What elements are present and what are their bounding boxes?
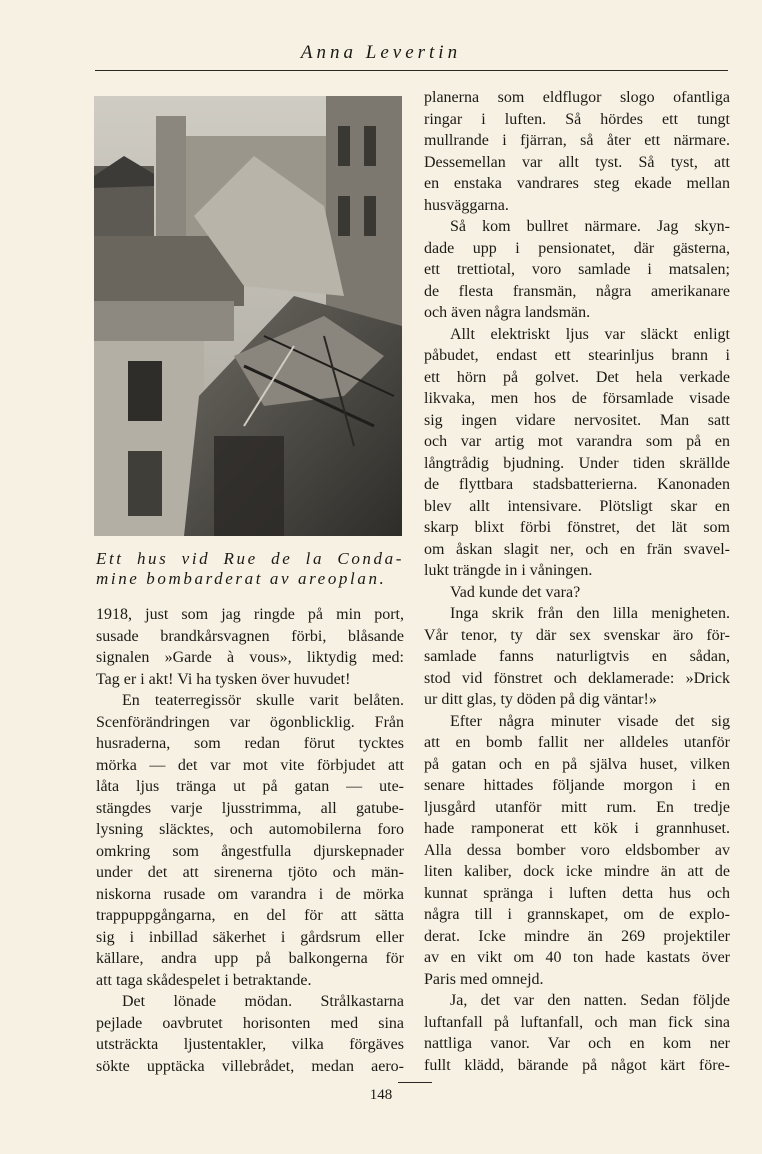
text-line: signalen »Garde à vous», liktydig med: [96, 649, 404, 666]
text-line: sig i inbillad säkerhet i gårdsrum eller [96, 928, 404, 946]
text-line: stängdes varje ljusstrimma, all gatube- [96, 799, 404, 817]
text-line: husväggarna. [424, 196, 509, 214]
text-line: om åskan slagit ner, och en frän svavel- [424, 540, 730, 558]
text-line: Inga skrik från den lilla menigheten. [450, 605, 730, 622]
text-line: av en vikt om 40 ton hade kastats över [424, 949, 730, 966]
text-line: Dessemellan var allt tyst. Så tyst, att [424, 153, 730, 171]
text-line: de flesta fransmän, några amerikanare [424, 282, 730, 300]
text-line: Allt elektriskt ljus var släckt enligt [450, 325, 730, 343]
caption-line: Ett hus vid Rue de la Conda- [96, 549, 404, 568]
text-line: låta ljus tränga ut på gatan — ute- [96, 778, 404, 795]
figure-caption [96, 549, 404, 589]
text-line: mullrande i fjärran, så åter ett närmare. [424, 132, 730, 149]
text-line: blev allt intensivare. Plötsligt skar en [424, 497, 730, 515]
text-line: under det att sirenerna tjöto och män- [96, 864, 404, 881]
text-line: Så kom bullret närmare. Jag skyn- [450, 218, 730, 235]
text-line: och var artig mot varandra som på en [424, 433, 730, 450]
text-line: lysning släcktes, och automobilerna foro [96, 821, 404, 838]
text-line: påbudet, endast ett stearinljus brann i [424, 347, 730, 364]
text-line: ett trettiotal, voro samlade i matsalen; [424, 261, 730, 278]
text-line: sig ingen vidare nervositet. Man satt [424, 411, 730, 429]
right-column [424, 87, 730, 1076]
text-line: lukt trängde in i våningen. [424, 562, 593, 579]
text-line: ett hörn på golvet. Det hela verkade [424, 368, 730, 386]
text-line: Vår tenor, ty där sex svenskar äro för- [424, 626, 730, 644]
text-line: mörka — det var mot vite förbjudet att [96, 756, 404, 774]
text-line: dade upp i pensionatet, där gästerna, [424, 239, 730, 257]
text-line: utsträckta ljustentakler, vilka förgäves [96, 1036, 404, 1053]
text-line: att en bomb fallit ner alldeles utanför [424, 734, 730, 751]
caption-line: mine bombarderat av areoplan. [96, 569, 387, 588]
text-line: skarp blixt förbi fönstret, det lät som [424, 519, 730, 536]
header-rule [95, 70, 728, 71]
text-line: senare hittades följande morgon i en [424, 777, 730, 794]
text-line: derat. Icke mindre än 269 projektiler [424, 927, 730, 945]
text-line: kunnat spränga i luften detta hus och [424, 884, 730, 902]
text-line: Alla dessa bomber voro eldsbomber av [424, 841, 730, 859]
text-line: samlade fanns naturligtvis en sådan, [424, 648, 730, 665]
text-line: ur ditt glas, ty döden på dig väntar!» [424, 691, 657, 708]
left-column [96, 604, 404, 1077]
text-line: de flyttbara stadsbatterierna. Kanonaden [424, 476, 730, 493]
text-line: på gatan och en på själva huset, vilken [424, 755, 730, 773]
text-line: fullt klädd, bärande på något kärt före- [424, 1056, 730, 1074]
text-line: liten kaliber, dock icke mindre än att de [424, 863, 730, 880]
text-line: ringar i luften. Så hördes ett tungt [424, 110, 730, 128]
text-line: Ja, det var den natten. Sedan följde [450, 992, 730, 1009]
text-line: planerna som eldflugor slogo ofantliga [424, 89, 730, 106]
text-line: långtrådig bjudning. Under tiden skrällde [424, 454, 730, 472]
text-line: sökte upptäcka villebrådet, medan aero- [96, 1057, 404, 1075]
text-line: niskorna rusade om varandra i de mörka [96, 885, 404, 903]
text-line: hade ramponerat ett kök i grannhuset. [424, 820, 730, 837]
text-line: omkring som ångestfulla djurskepnader [96, 842, 404, 860]
text-line: Tag er i akt! Vi ha tysken över huvudet! [96, 670, 351, 688]
text-line: några till i grannskapet, om de explo- [424, 906, 730, 923]
text-line: likvaka, men hos de församlade visade [424, 390, 730, 407]
text-line: En teaterregissör skulle varit belåten. [122, 692, 404, 709]
text-line: att taga skådespelet i betraktande. [96, 971, 312, 989]
text-line: susade brandkårsvagnen förbi, blåsande [96, 627, 404, 645]
text-line: Scenförändringen var ögonblicklig. Från [96, 713, 404, 731]
text-line: 1918, just som jag ringde på min port, [96, 606, 404, 623]
text-line: Det lönade mödan. Strålkastarna [122, 993, 404, 1010]
text-line: en enstaka vandrares steg ekade mellan [424, 175, 730, 192]
text-line: Efter några minuter visade det sig [450, 712, 730, 730]
bombed-building-photo [94, 96, 402, 536]
text-line: pejlade oavbrutet horisonten med sina [96, 1014, 404, 1032]
page-number-rule [398, 1082, 432, 1083]
text-line: Paris med omnejd. [424, 970, 544, 988]
text-line: ljusgård utanför mitt rum. En tredje [424, 798, 730, 816]
text-line: och även några landsmän. [424, 304, 591, 321]
running-header: Anna Levertin [300, 42, 462, 63]
page-number: 148 [369, 1087, 393, 1103]
text-line: nattliga vanor. Var och en kom ner [424, 1035, 730, 1052]
text-line: trappuppgångarna, en del för att sätta [96, 907, 404, 924]
text-line: Vad kunde det vara? [450, 583, 581, 601]
text-line: stod vid fönstret och deklamerade: »Drick [424, 669, 730, 687]
text-line: källare, andra upp på balkongerna för [96, 950, 404, 967]
text-line: luftanfall på luftanfall, och man fick sina [424, 1013, 730, 1031]
text-line: husraderna, som redan förut tycktes [96, 735, 404, 752]
